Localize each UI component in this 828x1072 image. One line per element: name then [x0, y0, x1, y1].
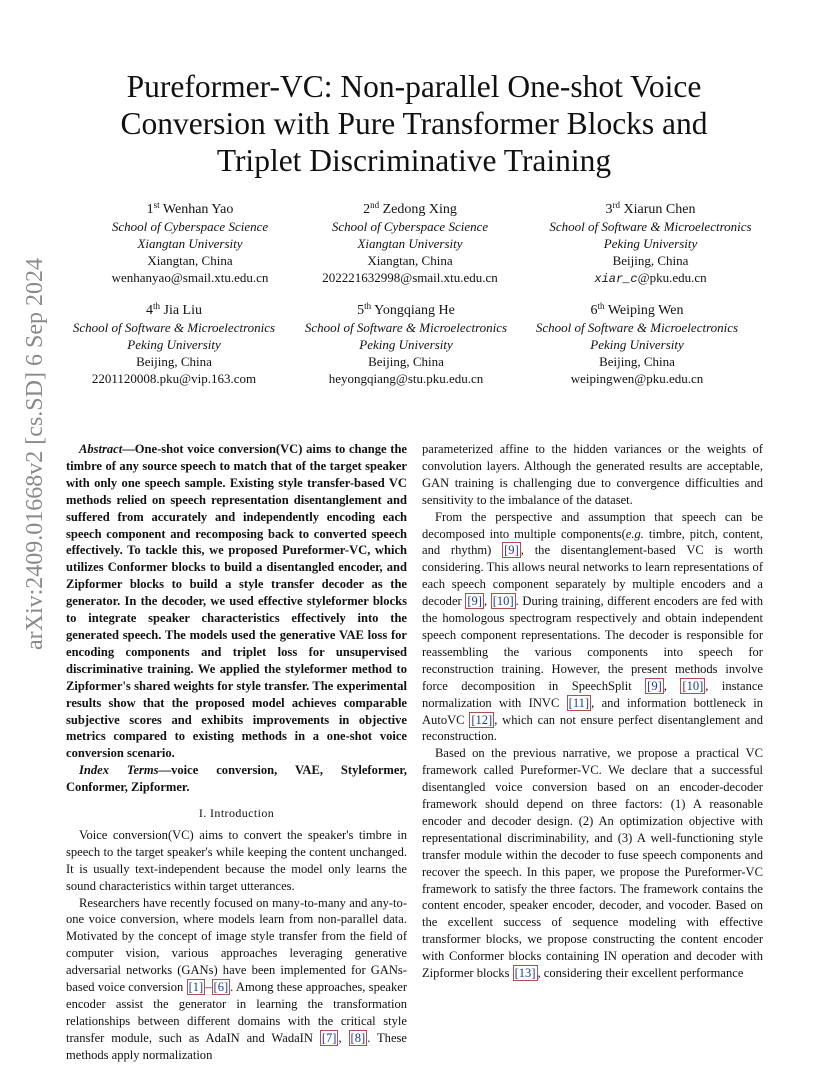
author-affiliation: School of Software & Microelectronics	[72, 320, 276, 335]
citation-link[interactable]: [9]	[467, 594, 482, 609]
title-line-1: Pureformer-VC: Non-parallel One-shot Voice	[126, 69, 702, 104]
paper-title	[80, 68, 748, 179]
citation-link[interactable]: [6]	[213, 980, 229, 995]
author-location: Beijing, China	[136, 354, 212, 369]
author-name: 6th Weiping Wen	[590, 301, 684, 318]
author-affiliation: School of Software & Microelectronics	[304, 320, 508, 335]
author-block	[90, 201, 290, 286]
author-email[interactable]: 202221632998@smail.xtu.edu.cn	[322, 270, 498, 285]
title-line-3: Triplet Discriminative Training	[216, 143, 612, 178]
paragraph: From the perspective and assumption that speech can be decomposed into multiple components(e.g. timbre, pitch, content, and rhythm) [9] , the disentanglement-based VC is worth considering. This allows neural networks to learn representations of each speech component separately by multiple encoders and a decoder [9] , [10] . During training, different encoders are fed with the homologous spectrogram respectively and obtain independent speech component representations. The decoder is responsible for reassembling the various components into speech for reconstruction training. However, the present methods involve force decomposition in SpeechSplit [9] , [10] , instance normalization with INVC [11] , and information bottleneck in AutoVC [12] , which can not ensure perfect disentanglement and reconstruction.	[422, 509, 764, 744]
arxiv-id: arXiv:2409.01668v2 [cs.SD] 6 Sep 2024	[22, 258, 48, 650]
author-affiliation: School of Software & Microelectronics	[549, 219, 752, 234]
author-name: 4th Jia Liu	[145, 301, 202, 318]
author-location: Beijing, China	[368, 354, 444, 369]
citation-link[interactable]: [1]	[188, 980, 204, 995]
author-location: Xiangtan, China	[147, 253, 233, 268]
citation-link[interactable]: [7]	[321, 1030, 337, 1045]
author-email[interactable]: 2201120008.pku@vip.163.com	[91, 371, 257, 386]
author-affiliation: School of Cyberspace Science	[331, 219, 489, 234]
paragraph: Based on the previous narrative, we propose a practical VC framework called Pureformer-VC. We declare that a successful disentangled voice conversion based on an encoder-decoder framework should depend on three factors: (1) A reasonable encoder and decoder design. (2) An optimization objective with representational discriminability, and (3) A well-functioning style transfer module within the decoder to fuse speech components and recover the speech. In this paper, we propose the Pureformer-VC framework to satisfy the three factors. The framework contains the content encoder, speaker encoder, decoder, and vocoder. Based on the excellent success of sequence modeling with effective transformer blocks, we propose constructing the content encoder with Conformer blocks containing IN operation and decoder with Zipformer blocks [13] , considering their excellent performance	[422, 746, 763, 981]
author-block	[523, 302, 751, 387]
paragraph: Researchers have recently focused on many-to-many and any-to-one voice conversion, where models learn from non-parallel data. Motivated by the concept of image style transfer from the field of computer vision, various approaches leveraging generative adversarial networks (GANs) have been implemented for GANs-based voice conversion [1] – [6] . Among these approaches, speaker encoder assist the generator in learning the transformation relationships between different domains with the critical style transfer module, such as AdaIN and WadaIN [7] , [8] . These methods apply normalization	[66, 895, 408, 1062]
citation-link[interactable]: [13]	[514, 966, 536, 981]
author-location: Beijing, China	[599, 354, 675, 369]
author-location: Beijing, China	[612, 253, 689, 268]
author-institution: Peking University	[590, 337, 684, 352]
author-email[interactable]: heyongqiang@stu.pku.edu.cn	[328, 371, 484, 386]
author-name: 5th Yongqiang He	[357, 301, 455, 318]
left-column	[66, 441, 407, 1064]
author-block	[528, 201, 773, 288]
author-affiliation: School of Cyberspace Science	[111, 219, 269, 234]
author-institution: Peking University	[359, 337, 453, 352]
citation-link[interactable]: [11]	[568, 695, 590, 710]
citation-link[interactable]: [10]	[492, 594, 514, 609]
title-line-2: Conversion with Pure Transformer Blocks and	[120, 106, 708, 141]
author-block	[300, 201, 520, 286]
section-heading: I. Introduction	[198, 806, 275, 821]
author-name: 2nd Zedong Xing	[363, 200, 457, 217]
abstract: Abstract—One-shot voice conversion(VC) aims to change the timbre of any source speech to match that of the target speaker with only one speech sample. Existing style transfer-based VC methods relied on speech representation disentanglement and suffered from accurately and independently encoding each speech component and recomposing back to converted speech effectively. To tackle this, we proposed Pureformer-VC, which utilizes Conformer blocks to build a disentangled encoder, and Zipformer blocks to build a style transfer decoder as the generator. In the decoder, we used effective styleformer blocks to integrate speaker characteristics effectively into the generated speech. The models used the generative VAE loss for encoding components and triplet loss for unsupervised discriminative training. We applied the styleformer method to Zipformer's shared weights for style transfer. The experimental results show that the proposed model achieves comparable subjective scores and exhibits improvements in objective metrics compared to existing methods in a one-shot voice conversion scenario.	[66, 442, 407, 761]
author-email[interactable]: xiar_c@pku.edu.cn	[594, 270, 707, 286]
paragraph: Voice conversion(VC) aims to convert the speaker's timbre in speech to the target speaker's while keeping the content unchanged. It is usually text-independent because the model only learns the sound characteristics within target utterances.	[66, 827, 407, 893]
citation-link[interactable]: [9]	[504, 543, 519, 558]
author-block	[60, 302, 288, 387]
author-institution: Xiangtan University	[137, 236, 243, 251]
author-name: 3rd Xiarun Chen	[605, 200, 696, 217]
author-institution: Peking University	[127, 337, 221, 352]
citation-link[interactable]: [10]	[682, 678, 704, 693]
author-institution: Peking University	[603, 236, 698, 251]
author-name: 1st Wenhan Yao	[146, 200, 234, 217]
author-location: Xiangtan, China	[367, 253, 453, 268]
paragraph: parameterized affine to the hidden variances or the weights of convolution layers. Although the generated results are acceptable, GAN training is challenging due to convergence difficulties and sensitivity to the imbalance of the dataset.	[422, 442, 763, 507]
index-terms: Index Terms—voice conversion, VAE, Styleformer, Conformer, Zipformer.	[66, 763, 407, 795]
author-email[interactable]: wenhanyao@smail.xtu.edu.cn	[111, 270, 269, 285]
author-institution: Xiangtan University	[357, 236, 463, 251]
citation-link[interactable]: [12]	[471, 712, 493, 727]
author-email[interactable]: weipingwen@pku.edu.cn	[570, 371, 704, 386]
citation-link[interactable]: [9]	[647, 678, 662, 693]
right-column	[422, 441, 763, 982]
citation-link[interactable]: [8]	[350, 1030, 366, 1045]
author-block	[292, 302, 520, 387]
author-affiliation: School of Software & Microelectronics	[535, 320, 739, 335]
